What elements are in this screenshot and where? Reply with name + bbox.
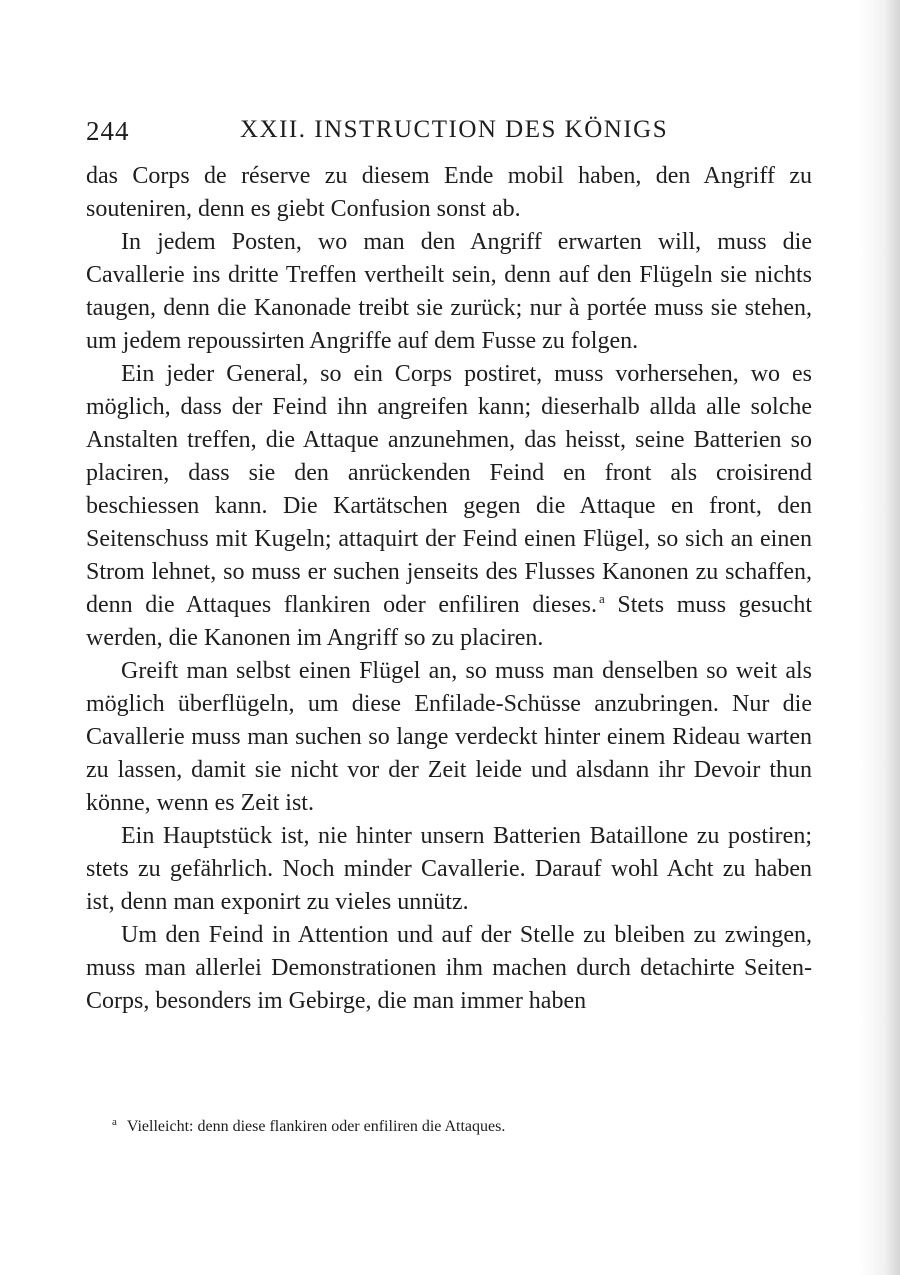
body-text	[86, 160, 812, 1018]
page-edge-shadow	[860, 0, 900, 1275]
footnote	[112, 1116, 812, 1138]
page-number: 244	[86, 116, 130, 146]
footnote-reference[interactable]: a	[598, 591, 605, 606]
footnote-marker: a	[112, 1115, 117, 1128]
paragraph-6: Um den Feind in Attention und auf der Stelle zu bleiben zu zwingen, muss man allerlei Demonstrationen ihm machen durch detachirte Seiten-Corps, besonders im Gebirge, die man immer haben	[86, 922, 812, 1014]
paragraph-5: Ein Hauptstück ist, nie hinter unsern Batterien Bataillone zu postiren; stets zu gefährlich. Noch minder Cavallerie. Darauf wohl Acht zu haben ist, denn man exponirt zu vieles unnütz.	[86, 823, 812, 915]
paragraph-4: Greift man selbst einen Flügel an, so muss man denselben so weit als möglich überflügeln, um diese Enfilade-Schüsse anzubringen. Nur die Cavallerie muss man suchen so lange verdeckt hinter einem Rideau warten zu lassen, damit sie nicht vor der Zeit leide und alsdann ihr Devoir thun könne, wenn es Zeit ist.	[86, 658, 812, 816]
paragraph-2: In jedem Posten, wo man den Angriff erwarten will, muss die Cavallerie ins dritte Treffen vertheilt sein, denn auf den Flügeln sie nichts taugen, denn die Kanonade treibt sie zurück; nur à portée muss sie stehen, um jedem repoussirten Angriffe auf dem Fusse zu folgen.	[86, 229, 812, 354]
page-header	[86, 116, 812, 150]
footnote-text: Vielleicht: denn diese flankiren oder enfiliren die Attaques.	[126, 1118, 506, 1135]
paragraph-3-text: Ein jeder General, so ein Corps postiret, muss vorhersehen, wo es möglich, dass der Feind ihn angreifen kann; dieserhalb allda alle solche Anstalten treffen, die Attaque anzunehmen, das heisst, seine Batterien so placiren, dass sie den anrückenden Feind en front als croisirend beschiessen kann. Die Kartätschen gegen die Attaque en front, den Seitenschuss mit Kugeln; attaquirt der Feind einen Flügel, so sich an einen Strom lehnet, so muss er suchen jenseits des Flusses Kanonen zu schaffen, denn die Attaques flankiren oder enfiliren dieses.	[86, 361, 812, 618]
paragraph-1: das Corps de réserve zu diesem Ende mobil haben, den Angriff zu souteniren, denn es giebt Confusion sonst ab.	[86, 163, 812, 222]
running-head: XXII. INSTRUCTION DES KÖNIGS	[240, 116, 669, 143]
paragraph-3-continuation: Stets muss gesucht werden, die Kanonen im Angriff so zu placiren.	[86, 592, 812, 651]
paragraph-3	[86, 358, 812, 655]
